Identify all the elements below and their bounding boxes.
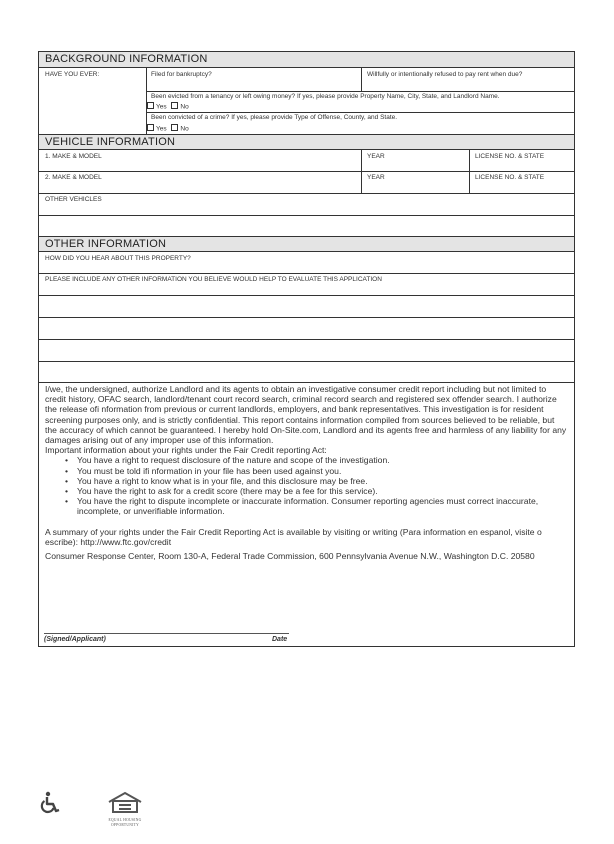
rights-item: • You have the right to ask for a credit score (there may be a fee for this service). xyxy=(77,486,567,496)
equal-housing-text: EQUAL HOUSING OPPORTUNITY xyxy=(108,818,142,827)
equal-housing-icon xyxy=(104,791,146,813)
rights-item: • You have a right to know what is in your file, and this disclosure may be free. xyxy=(77,476,567,486)
convicted-question: Been convicted of a crime? If yes, please provide Type of Offense, County, and State. xyxy=(151,114,398,121)
signed-applicant-label: (Signed/Applicant) xyxy=(44,636,106,643)
evicted-question: Been evicted from a tenancy or left owing money? If yes, please provide Property Name, City, State, and Landlord Name. xyxy=(151,93,500,100)
application-form xyxy=(38,51,575,647)
date-label: Date xyxy=(272,636,288,643)
make-model-2-label[interactable]: 2. MAKE & MODEL xyxy=(45,174,102,181)
have-you-ever-label: HAVE YOU EVER: xyxy=(45,71,100,78)
other-section-header: OTHER INFORMATION xyxy=(39,236,574,252)
evicted-yes-checkbox[interactable] xyxy=(147,102,154,109)
rights-item: • You have a right to request disclosure of the nature and scope of the investigation. xyxy=(77,455,567,465)
rights-list xyxy=(45,455,567,516)
ftc-summary: A summary of your rights under the Fair Credit Reporting Act is available by visiting or writing (Para information en espanol, visite o escribe): http://www.ftc.gov/credit xyxy=(45,526,542,547)
convicted-yes-no[interactable]: Yes No xyxy=(147,124,189,134)
rights-item: • You have the right to dispute incomplete or inaccurate information. Consumer reporting agencies must correct inaccurate, incomplete, or unverifiable information. xyxy=(77,496,567,516)
background-section-header: BACKGROUND INFORMATION xyxy=(39,52,574,68)
make-model-1-label[interactable]: 1. MAKE & MODEL xyxy=(45,153,102,160)
other-vehicles-label[interactable]: OTHER VEHICLES xyxy=(45,196,102,203)
rights-item: • You must be told ifi nformation in your file has been used against you. xyxy=(77,466,567,476)
year-1-label[interactable]: YEAR xyxy=(367,153,385,160)
evicted-yes-no[interactable]: Yes No xyxy=(147,102,189,112)
bankruptcy-question: Filed for bankruptcy? xyxy=(151,71,212,78)
legal-text xyxy=(45,384,567,561)
convicted-yes-checkbox[interactable] xyxy=(147,124,154,131)
rights-intro: Important information about your rights under the Fair Credit reporting Act: xyxy=(45,445,327,456)
accessibility-icon xyxy=(38,791,62,820)
additional-info-label[interactable]: PLEASE INCLUDE ANY OTHER INFORMATION YOU BELIEVE WOULD HELP TO EVALUATE THIS APPLICATION xyxy=(45,276,382,283)
convicted-no-checkbox[interactable] xyxy=(171,124,178,131)
evicted-no-checkbox[interactable] xyxy=(171,102,178,109)
refused-rent-question: Willfully or intentionally refused to pay rent when due? xyxy=(367,71,523,78)
vehicle-section-header: VEHICLE INFORMATION xyxy=(39,134,574,150)
how-heard-label[interactable]: HOW DID YOU HEAR ABOUT THIS PROPERTY? xyxy=(45,255,191,262)
year-2-label[interactable]: YEAR xyxy=(367,174,385,181)
equal-housing-logo xyxy=(104,791,146,827)
license-2-label[interactable]: LICENSE NO. & STATE xyxy=(475,174,545,181)
signature-line[interactable] xyxy=(44,633,289,634)
authorization-paragraph: I/we, the undersigned, authorize Landlord and its agents to obtain an investigative consumer credit report including but not limited to credit history, OFAC search, landlord/tenant court record search, criminal record search and registered sex offender search. I authorize the release ofi nformation from previous or current landlords, employers, and bank representatives. This investigation is for resident screening purposes only, and is strictly confidential. This report contains information compiled from sources believed to be reliable, but the accuracy of which cannot be guaranteed. I hereby hold On-Site.com, Landlord and its agents free and harmless of any liability for any damages arising out of any improper use of this information. xyxy=(45,384,567,446)
ftc-address: Consumer Response Center, Room 130-A, Federal Trade Commission, 600 Pennsylvania Avenue N.W., Washington D.C. 20580 xyxy=(45,551,535,562)
license-1-label[interactable]: LICENSE NO. & STATE xyxy=(475,153,545,160)
